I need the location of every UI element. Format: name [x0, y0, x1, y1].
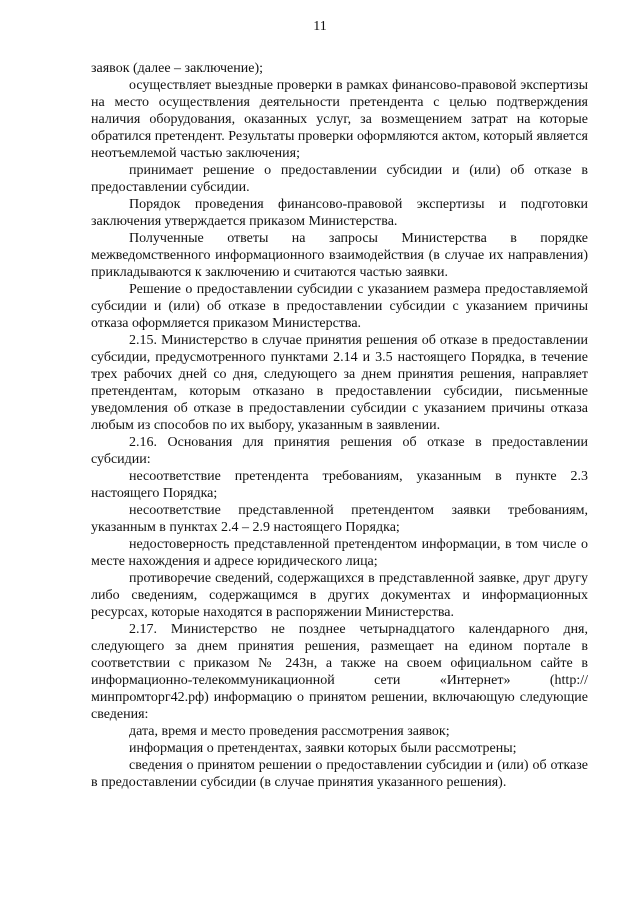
paragraph: 2.16. Основания для принятия решения об отказе в предоставлении субсидии:	[91, 435, 588, 467]
paragraph: информация о претендентах, заявки которых были рассмотрены;	[129, 741, 517, 756]
paragraph: недостоверность представленной претендентом информации, в том числе о месте нахождения и адресе юридического лица;	[91, 537, 588, 569]
paragraph: Порядок проведения финансово-правовой экспертизы и подготовки заключения утверждается приказом Министерства.	[91, 197, 588, 229]
paragraph: дата, время и место проведения рассмотрения заявок;	[129, 724, 450, 739]
paragraph: противоречие сведений, содержащихся в представленной заявке, друг другу либо сведениям, содержащимся в других документах и информационных ресурсах, которые находятся в распоряжении Министерства.	[91, 571, 588, 620]
paragraph: несоответствие претендента требованиям, указанным в пункте 2.3 настоящего Порядка;	[91, 469, 588, 501]
paragraph: Полученные ответы на запросы Министерства в порядке межведомственного информационного взаимодействия (в случае их направления) прикладываются к заключению и считаются частью заявки.	[91, 231, 588, 280]
paragraph: заявок (далее – заключение);	[91, 61, 263, 76]
paragraph: несоответствие представленной претендентом заявки требованиям, указанным в пунктах 2.4 – 2.9 настоящего Порядка;	[91, 503, 588, 535]
document-body	[91, 60, 588, 791]
paragraph: осуществляет выездные проверки в рамках финансово-правовой экспертизы на место осуществления деятельности претендента с целью подтверждения наличия оборудования, оказанных услуг, за возмещением затрат на которые обратился претендент. Результаты проверки оформляются актом, который является неотъемлемой частью заключения;	[91, 78, 588, 161]
paragraph: принимает решение о предоставлении субсидии и (или) об отказе в предоставлении субсидии.	[91, 163, 588, 195]
page-number: 11	[313, 19, 327, 34]
paragraph: 2.15. Министерство в случае принятия решения об отказе в предоставлении субсидии, предусмотренного пунктами 2.14 и 3.5 настоящего Порядка, в течение трех рабочих дней со дня, следующего за днем принятия решения, направляет претендентам, которым отказано в предоставлении субсидии, письменные уведомления об отказе в предоставлении субсидии с указанием причины отказа любым из способов по их выбору, указанным в заявлении.	[91, 333, 588, 433]
paragraph: сведения о принятом решении о предоставлении субсидии и (или) об отказе в предоставлении субсидии (в случае принятия указанного решения).	[91, 758, 588, 790]
paragraph: 2.17. Министерство не позднее четырнадцатого календарного дня, следующего за днем принятия решения, размещает на едином портале в соответствии с приказом № 243н, а также на своем официальном сайте в информационно-телекоммуникационной сети «Интернет» (http://минпромторг42.рф) информацию о принятом решении, включающую следующие сведения:	[91, 622, 588, 722]
paragraph: Решение о предоставлении субсидии с указанием размера предоставляемой субсидии и (или) об отказе в предоставлении субсидии с указанием причины отказа оформляется приказом Министерства.	[91, 282, 588, 331]
